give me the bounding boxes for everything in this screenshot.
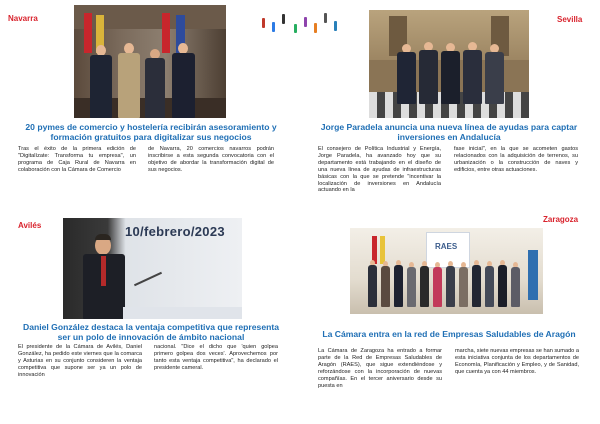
headline-sevilla: Jorge Paradela anuncia una nueva línea de ayudas para captar inversiones en Andalucía <box>320 122 578 142</box>
headline-navarra: 20 pymes de comercio y hostelería recibirán asesoramiento y formación gratuitos para digitalizar sus negocios <box>25 122 277 142</box>
article-zaragoza-col1: La Cámara de Zaragoza ha entrado a formar parte de la Red de Empresas Saludables de Aragón (RAES), que sigue extendiéndose y reforzándose con la incorporación de nuevas compañías. En el tercer aniversario desde su puesta en <box>318 348 442 389</box>
article-zaragoza-col2: marcha, siete nuevas empresas se han sumado a esta iniciativa conjunta de los departamentos de Economía, Planificación y Empleo, y de Sanidad, que cuenta ya con 44 miembros. <box>455 348 579 375</box>
article-navarra-col1: Tras el éxito de la primera edición de "Digitalízate: Transforma tu empresa", un programa de Caja Rural de Navarra en colaboración con la Cámara de Comercio <box>18 146 136 173</box>
headline-zaragoza: La Cámara entra en la red de Empresas Saludables de Aragón <box>322 329 576 339</box>
aviles-date-text: 10/febrero/2023 <box>125 224 225 239</box>
photo-aviles <box>63 218 242 319</box>
photo-navarra <box>74 5 226 118</box>
decorative-figures <box>256 8 346 34</box>
article-aviles-col1: El presidente de la Cámara de Avilés, Daniel González, ha pedido este viernes que la comarca y Asturias en su conjunto consideren la ventaja competitiva que supone ser ya un polo de innovación <box>18 344 142 378</box>
article-aviles-col2: nacional. "Dice el dicho que 'quien golpea primero golpea dos veces'. Aprovechemos por tanto esta ventaja competitiva", ha declarado el presidente cameral. <box>154 344 278 371</box>
article-navarra-col2: de Navarra, 20 comercios navarros podrán inscribirse a esta segunda convocatoria con el objetivo de abordar la transformación digital de sus negocios. <box>148 146 274 173</box>
photo-zaragoza <box>350 228 543 314</box>
headline-aviles: Daniel González destaca la ventaja competitiva que representa ser un polo de innovación de ámbito nacional <box>23 322 279 342</box>
article-sevilla-col1: El consejero de Política Industrial y Energía, Jorge Paradela, ha avanzado hoy que su departamento está trabajando en el diseño de una nueva línea de ayudas de infraestructuras básicas con la que se pretende "incentivar la localización de inversiones en Andalucía actuando en la <box>318 146 441 194</box>
photo-sevilla <box>369 10 529 118</box>
region-label-aviles: Avilés <box>18 221 42 230</box>
raes-logo-text: RAES <box>435 242 458 251</box>
region-label-navarra: Navarra <box>8 14 38 23</box>
region-label-sevilla: Sevilla <box>557 15 583 24</box>
region-label-zaragoza: Zaragoza <box>543 215 579 224</box>
article-sevilla-col2: fase inicial", en la que se acometen gastos relacionados con la adquisición de terrenos, su urbanización o la construcción de naves y edificios, entre otras actuaciones. <box>454 146 578 173</box>
